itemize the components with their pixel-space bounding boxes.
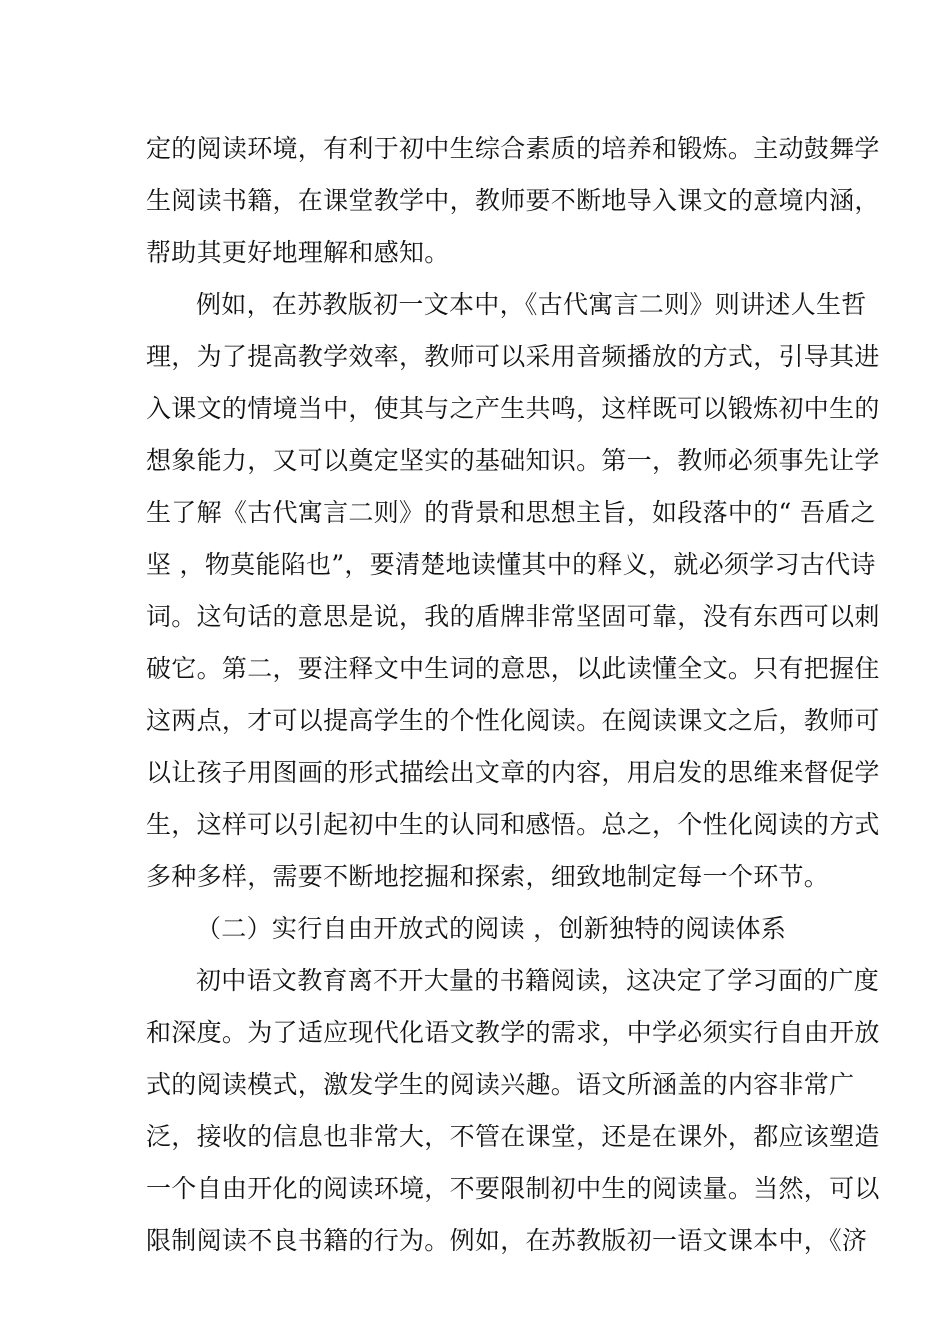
paragraph-line: 入课文的情境当中，使其与之产生共鸣，这样既可以锻炼初中生的: [146, 394, 880, 423]
paragraph-line: 生，这样可以引起初中生的认同和感悟。总之，个性化阅读的方式: [146, 810, 880, 839]
paragraph-line: 限制阅读不良书籍的行为。例如，在苏教版初一语文课本中，《济: [146, 1226, 868, 1255]
paragraph-line: 一个自由开化的阅读环境，不要限制初中生的阅读量。当然，可以: [146, 1174, 880, 1203]
paragraph-line: 式的阅读模式，激发学生的阅读兴趣。语文所涵盖的内容非常广: [146, 1070, 855, 1099]
paragraph-line: 帮助其更好地理解和感知。: [146, 238, 450, 267]
paragraph-line: 例如，在苏教版初一文本中，《古代寓言二则》则讲述人生哲: [196, 290, 867, 319]
paragraph-line: 这两点，才可以提高学生的个性化阅读。在阅读课文之后，教师可: [146, 706, 880, 735]
paragraph-line: 破它。第二，要注释文中生词的意思，以此读懂全文。只有把握住: [146, 654, 880, 683]
paragraph-line: 坚 ，物莫能陷也”，要清楚地读懂其中的释义，就必须学习古代诗: [146, 550, 876, 579]
paragraph-line: 定的阅读环境，有利于初中生综合素质的培养和锻炼。主动鼓舞学: [146, 134, 880, 163]
paragraph-line: 初中语文教育离不开大量的书籍阅读，这决定了学习面的广度: [196, 966, 880, 995]
paragraph-line: 生了解《古代寓言二则》的背景和思想主旨，如段落中的“ 吾盾之: [146, 498, 876, 527]
paragraph-line: 想象能力，又可以奠定坚实的基础知识。第一，教师必须事先让学: [146, 446, 880, 475]
paragraph-line: 词。这句话的意思是说，我的盾牌非常坚固可靠，没有东西可以刺: [146, 602, 880, 631]
paragraph-line: 多种多样，需要不断地挖掘和探索，细致地制定每一个环节。: [146, 862, 830, 891]
paragraph-line: 以让孩子用图画的形式描绘出文章的内容，用启发的思维来督促学: [146, 758, 880, 787]
paragraph-line: 生阅读书籍，在课堂教学中，教师要不断地导入课文的意境内涵，: [146, 186, 880, 215]
section-heading: （二）实行自由开放式的阅读 ，创新独特的阅读体系: [196, 914, 787, 943]
paragraph-line: 和深度。为了适应现代化语文教学的需求，中学必须实行自由开放: [146, 1018, 880, 1047]
paragraph-line: 理，为了提高教学效率，教师可以采用音频播放的方式，引导其进: [146, 342, 880, 371]
paragraph-line: 泛，接收的信息也非常大，不管在课堂，还是在课外，都应该塑造: [146, 1122, 880, 1151]
